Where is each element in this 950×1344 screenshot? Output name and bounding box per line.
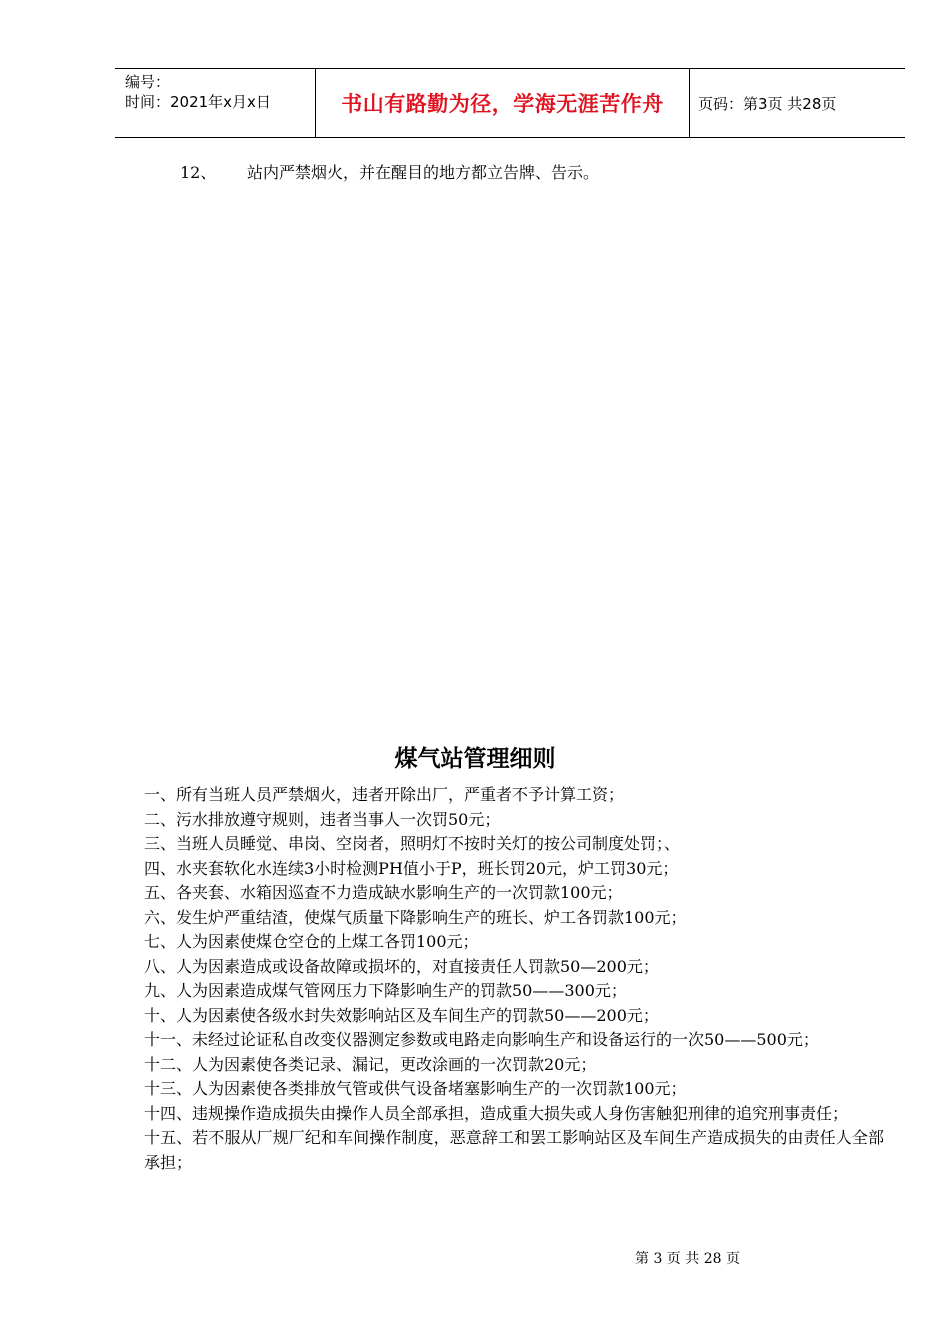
rule-item: 一、所有当班人员严禁烟火，违者开除出厂，严重者不予计算工资； xyxy=(144,785,625,804)
rule-item: 六、发生炉严重结渣，使煤气质量下降影响生产的班长、炉工各罚款100元； xyxy=(144,907,687,927)
section-title: 煤气站管理细则 xyxy=(394,746,556,772)
item-text: 站内严禁烟火，并在醒目的地方都立告牌、告示。 xyxy=(247,163,600,182)
number-label: 编号： xyxy=(125,73,171,91)
rule-item: 二、污水排放遵守规则，违者当事人一次罚50元； xyxy=(144,809,501,829)
rule-item: 十、人为因素使各级水封失效影响站区及车间生产的罚款50——200元； xyxy=(144,1005,659,1025)
rule-item: 五、各夹套、水箱因巡查不力造成缺水影响生产的一次罚款100元； xyxy=(144,883,623,902)
header-page-info: 页码：第3页 共28页 xyxy=(698,94,837,113)
item-number: 12、 xyxy=(180,163,217,182)
rule-item: 十三、人为因素使各类排放气管或供气设备堵塞影响生产的一次罚款100元； xyxy=(144,1079,687,1098)
rules-list xyxy=(144,783,884,1175)
time-label: 时间：2021年x月x日 xyxy=(125,93,271,111)
rule-item: 十一、未经过论证私自改变仪器测定参数或电路走向影响生产和设备运行的一次50——500元； xyxy=(144,1030,819,1049)
rule-item: 九、人为因素造成煤气管网压力下降影响生产的罚款50——300元； xyxy=(144,981,627,1000)
header-motto-cell xyxy=(315,69,690,137)
list-item-12 xyxy=(180,160,599,183)
rule-item: 三、当班人员睡觉、串岗、空岗者，照明灯不按时关灯的按公司制度处罚；、 xyxy=(144,834,681,853)
rule-item: 十五、若不服从厂规厂纪和车间操作制度，恶意辞工和罢工影响站区及车间生产造成损失的由责任人全部承担； xyxy=(144,1128,884,1172)
rule-item: 十二、人为因素使各类记录、漏记，更改涂画的一次罚款20元； xyxy=(144,1054,597,1074)
document-header xyxy=(115,68,905,138)
rule-item: 八、人为因素造成或设备故障或损坏的，对直接责任人罚款50—200元； xyxy=(144,956,659,976)
page-footer: 第 3 页 共 28 页 xyxy=(635,1251,740,1267)
rule-item: 七、人为因素使煤仓空仓的上煤工各罚100元； xyxy=(144,932,479,951)
motto-text: 书山有路勤为径，学海无涯苦作舟 xyxy=(341,92,664,116)
rule-item: 四、水夹套软化水连续3小时检测PH值小于P，班长罚20元，炉工罚30元； xyxy=(144,858,679,878)
header-meta xyxy=(115,69,315,137)
rule-item: 十四、违规操作造成损失由操作人员全部承担，造成重大损失或人身伤害触犯刑律的追究刑事责任； xyxy=(144,1103,849,1123)
